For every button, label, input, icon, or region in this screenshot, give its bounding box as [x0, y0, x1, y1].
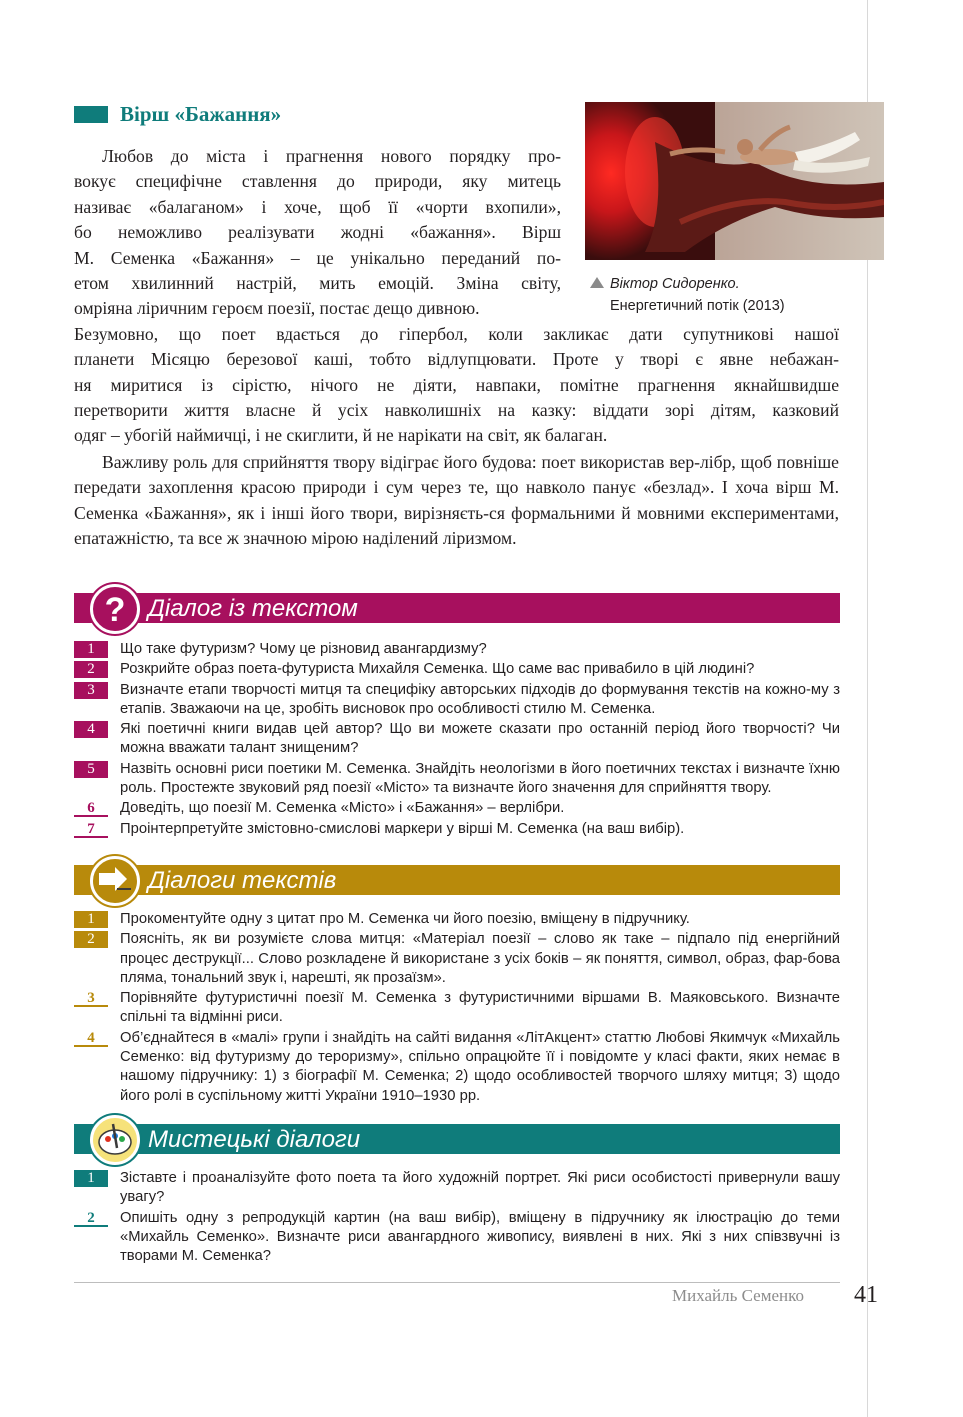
- question-number: 1: [74, 1170, 108, 1187]
- question-text: Визначте етапи творчості митця та специфіку авторських підходів до формування текстів на кожно-му з етапів. Зважаючи на це, зробіть висновок про особливості стилю М. Семенка.: [120, 681, 840, 717]
- question-number: 4: [74, 721, 108, 738]
- question-number: 1: [74, 911, 108, 928]
- question-text: Поясніть, як ви розумієте слова митця: «Матеріал поезії – слово як таке – підпало під енергійний процес деструкції... Слово розкладене й використане з усіх боків – як поняття, символ, образ, фар-бова пляма, тональний звук і, нарешті, як прозаїзм».: [120, 931, 840, 986]
- intro-line: Любов до міста і прагнення нового порядку про-: [102, 146, 561, 166]
- caption-author: Віктор Сидоренко.: [610, 276, 740, 292]
- dialog-text-band: [74, 591, 840, 629]
- question-text: Що таке футуризм? Чому це різновид авангардизму?: [120, 641, 487, 657]
- question-item: [74, 989, 840, 1028]
- question-text: Назвіть основні риси поетики М. Семенка. Знайдіть неологізми в його поетичних текстах і визначте їхню роль. Простежте звуковий ряд поезії «Місто» та визначте його значення для сприйняття твору.: [120, 760, 840, 797]
- footer-chapter-name: Михайль Семенко: [672, 1286, 805, 1305]
- art-dialogs-questions: [74, 1169, 840, 1267]
- intro-paragraph: [74, 144, 839, 449]
- question-number: 2: [74, 931, 108, 948]
- question-text: Розкрийте образ поета-футуриста Михайля Семенка. Що саме вас привабило в цій людині?: [120, 661, 755, 678]
- question-item: [74, 820, 840, 839]
- question-number: 3: [74, 990, 108, 1007]
- question-text: Проінтерпретуйте змістовно-смислові маркери у вірші М. Семенка (на ваш вибір).: [120, 820, 685, 837]
- intro-line: одяг – убогій наймичці, і не скиглити, й не нарікати на світ, як балаган.: [74, 425, 608, 446]
- question-item: [74, 760, 840, 799]
- question-item: [74, 1169, 840, 1208]
- question-item: [74, 799, 840, 818]
- question-number: 5: [74, 761, 108, 778]
- page-number: 41: [854, 1282, 878, 1308]
- question-item: [74, 1029, 840, 1106]
- question-number: 6: [74, 800, 108, 817]
- section-title: Вірш «Бажання»: [120, 101, 282, 126]
- question-number: 1: [74, 641, 108, 658]
- dialog-text-title: Діалог із текстом: [148, 595, 358, 622]
- question-item: [74, 930, 840, 988]
- question-text: Зіставте і проаналізуйте фото поета та його художній портрет. Які риси особистості привернули вашу увагу?: [120, 1170, 840, 1206]
- intro-line: етом хвилинний настрій, мить емоцій. Зміна світу,: [74, 273, 561, 294]
- question-text: Які поетичні книги видав цей автор? Що ви можете сказати про останній період його творчості? Чи можна вважати талант знищеним?: [120, 721, 840, 757]
- caption-title: Енергетичний потік (2013): [610, 298, 785, 314]
- question-item: [74, 660, 840, 679]
- dialog-texts-title: Діалоги текстів: [148, 867, 337, 894]
- art-dialogs-title: Мистецькі діалоги: [148, 1126, 361, 1153]
- intro-line: бо неможливо реалізувати жодні «бажання». Вірш: [74, 222, 561, 243]
- dialog-texts-questions: [74, 910, 840, 1107]
- art-dialogs-band: [74, 1124, 840, 1154]
- paragraph-2: Важливу роль для сприйняття твору відіграє його будова: поет використав вер-лібр, щоб повніше передати захоплення красою природи і сум через те, що навколо панує «безлад». І хоча вірш М. Семенка «Бажання», як і інші його твори, вирізняєть-ся формальними й мовними експериментами, епатажністю, та все ж значною мірою наділений ліризмом.: [74, 452, 839, 549]
- question-item: [74, 681, 840, 720]
- intro-line: вокує специфічне ставлення до природи, яку митець: [74, 171, 561, 192]
- dialog-texts-band: [74, 865, 840, 895]
- intro-line: перетворити життя власне й усіх навколишніх на казку: віддати зорі дітям, казковий: [74, 400, 839, 421]
- dialog-text-questions: [74, 640, 840, 840]
- question-text: Порівняйте футуристичні поезії М. Семенка з футуристичними віршами В. Маяковського. Визначте спільні та відмінні риси.: [120, 990, 840, 1026]
- question-item: [74, 640, 840, 659]
- question-item: [74, 720, 840, 759]
- question-item: [74, 910, 840, 929]
- intro-line: Безумовно, що поет вдається до гіпербол, коли закликає дати супутникові нашої: [74, 323, 839, 344]
- question-number: 2: [74, 661, 108, 678]
- intro-line: називає «балаганом» і хоче, щоб її «чорти вхопили»,: [74, 196, 561, 217]
- arrows-icon: [90, 856, 140, 906]
- svg-text:?: ?: [104, 591, 126, 629]
- palette-icon: [90, 1115, 140, 1165]
- section-heading: [74, 102, 281, 126]
- question-text: Прокоментуйте одну з цитат про М. Семенка чи його поезію, вміщену в підручнику.: [120, 911, 690, 927]
- intro-line: омріяна ліричним героєм поезії, постає дещо дивною.: [74, 298, 480, 319]
- question-text: Опишіть одну з репродукцій картин (на ваш вибір), вміщену в підручнику як ілюстрацію до теми «Михайль Семенко». Визначте риси авангардного живопису, виявлені в них. Які з них співзвучні із творами М. Семенка?: [120, 1209, 840, 1265]
- heading-marker: [74, 106, 108, 123]
- question-number: 7: [74, 821, 108, 838]
- intro-line: ня миритися із сірістю, нічого не діяти, навпаки, помітне прагнення якнайшвидше: [74, 374, 839, 395]
- footer-rule: [74, 1282, 840, 1283]
- question-number: 3: [74, 682, 108, 699]
- question-text: Об’єднайтеся в «малі» групи і знайдіть на сайті видання «ЛітАкцент» статтю Любові Якимчук «Михайль Семенко: від футуризму до тероризму», спільно опрацюйте її і повідомте у класі факти, яких немає в нашому підручнику: 1) з біографії М. Семенка; 2) щодо особливостей творчого шляху митця; 3) щодо його ролі в суспільному житті України 1910–1930 рр.: [120, 1029, 840, 1104]
- question-number: 2: [74, 1210, 108, 1227]
- question-text: Доведіть, що поезії М. Семенка «Місто» і «Бажання» – верлібри.: [120, 800, 565, 817]
- question-mark-icon: [90, 584, 140, 634]
- intro-line: планети Місяцю березової каші, тобто відлупцювати. Проте у творі є явне небажан-: [74, 349, 839, 370]
- intro-line: М. Семенка «Бажання» – це унікально переданий по-: [74, 247, 561, 268]
- question-item: [74, 1209, 840, 1267]
- question-number: 4: [74, 1030, 108, 1047]
